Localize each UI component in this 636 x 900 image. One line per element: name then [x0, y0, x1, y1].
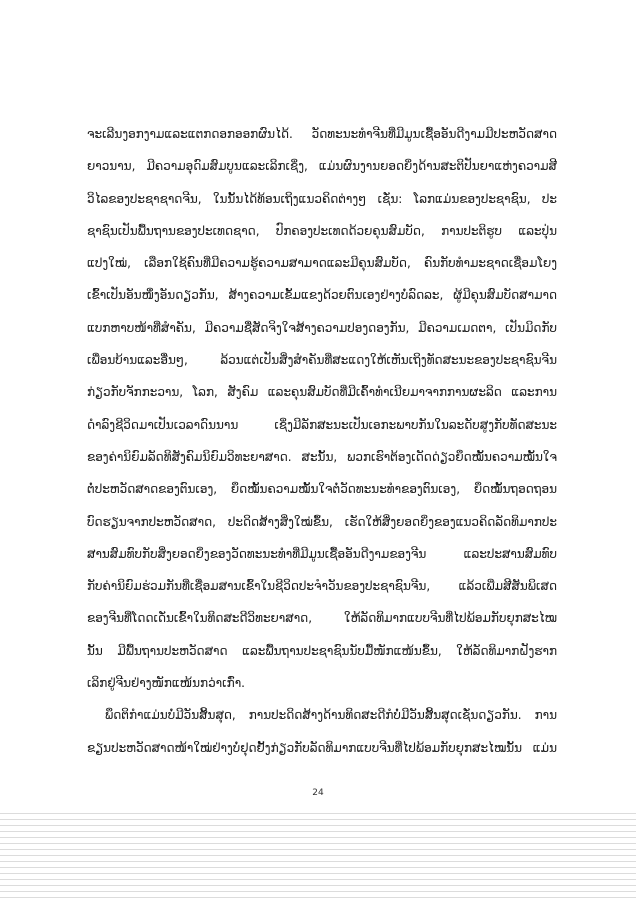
text-line: ຂອງຄ່ານິຍົມລັດທິສັງຄົມນິຍົມວິທະຍາສາດ. ສະນັ້ນ, ພວກເຮົາຕ້ອງເດັດດ່ຽວຍຶດໝັ້ນຄວາມໝັ້ນໃຈ	[87, 449, 557, 464]
text-line: ຂອງຈີນທີ່ໂດດເດັ່ນເຂົ້າໃນທິດສະດີວິທະຍາສາດ, ໃຫ້ລັດທິມາກແບບຈີນທີ່ໄປພ້ອມກັບຍຸກສະໄໝ	[87, 611, 557, 626]
paragraph-first-line: ພຶດຕິກຳແມ່ນບໍ່ມີວັນສິ້ນສຸດ, ການປະດິດສ້າງດ້ານທິດສະດີກໍບໍ່ມີວັນສິ້ນສຸດເຊັ່ນດຽວກັນ. ການ	[105, 708, 557, 723]
text-line: ກ່ຽວກັບຈັກກະວານ, ໂລກ, ສັງຄົມ ແລະຄຸນສົມບັດທີ່ມີເຄົ້າທຳເນີຍມາຈາກການຜະລິດ ແລະການ	[87, 385, 557, 400]
text-line: ແປງໃໝ່, ເລືອກໃຊ້ຄົນທີ່ມີຄວາມຮູ້ຄວາມສາມາດແລະມີຄຸນສົມບັດ, ຄົນກັບທຳມະຊາດເຊື່ອມໂຍງ	[87, 256, 557, 271]
text-line: ເຂົ້າເປັນອັນໜຶ່ງອັນດຽວກັນ, ສ້າງຄວາມເຂັ້ມແຂງດ້ວຍຕົນເອງຢ່າງບໍ່ລົດລະ, ຜູ້ມີຄຸນສົມບັດສາມາດ	[87, 288, 557, 303]
text-line: ຕໍ່ປະຫວັດສາດຂອງຕົນເອງ, ຍຶດໝັ້ນຄວາມໝັ້ນໃຈຕໍ່ວັດທະນະທຳຂອງຕົນເອງ, ຍຶດໝັ້ນຖອດຖອນ	[87, 482, 557, 497]
text-line: ກັບຄ່ານິຍົມຮ່ວມກັນທີ່ເຊື່ອມສານເຂົ້າໃນຊີວິດປະຈຳວັນຂອງປະຊາຊົນຈີນ, ແລ້ວເພີ່ມສີສັນພິເສດ	[87, 579, 557, 594]
text-line: ດຳລົງຊີວິດມາເປັນເວລາດົນນານ ເຊິ່ງມີລັກສະນະເປັນເອກະພາບກັນໃນລະດັບສູງກັບທັດສະນະ	[87, 417, 557, 432]
text-line: ນັ້ນ ມີພື້ນຖານປະຫວັດສາດ ແລະພື້ນຖານປະຊາຊົນນັບມື້ໜັກແໜ້ນຂຶ້ນ, ໃຫ້ລັດທິມາກຝັງຮາກ	[87, 643, 557, 658]
text-line: ຍາວນານ, ມີຄວາມອຸດົມສົມບູນແລະເລິກເຊິ່ງ, ແມ່ນຜົນງານຍອດຍິ່ງດ້ານສະຕິປັນຍາແຫ່ງຄວາມສີ	[87, 159, 557, 174]
bottom-ruled-area	[0, 808, 636, 900]
text-line: ແບກຫາບໜ້າທີ່ສຳຄັນ, ມີຄວາມຊື່ສັດຈິງໃຈສ້າງຄວາມປອງດອງກັນ, ມີຄວາມເມດຕາ, ເປັນມິດກັບ	[87, 320, 557, 335]
text-line: ວິໄລຂອງປະຊາຊາດຈີນ, ໃນນັ້ນໄດ້ທ້ອນເຖິງແນວຄິດຕ່າງໆ ເຊັ່ນ: ໂລກແມ່ນຂອງປະຊາຊົນ, ປະ	[87, 191, 557, 206]
text-line: ຈະເລີນງອກງາມແລະແຕກດອກອອກຜົນໄດ້. ວັດທະນະທຳຈີນທີ່ມີມູນເຊື້ອອັນດີງາມມີປະຫວັດສາດ	[87, 127, 557, 141]
text-line: ຊາຊົນເປັນພື້ນຖານຂອງປະເທດຊາດ, ປົກຄອງປະເທດດ້ວຍຄຸນສົມບັດ, ການປະຕິຮູບ ແລະປຸ່ນ	[87, 223, 557, 238]
text-line: ຂຽນປະຫວັດສາດໜ້າໃໝ່ຢ່າງບໍ່ຢຸດຢັ້ງກ່ຽວກັບລັດທິມາກແບບຈີນທີ່ໄປພ້ອມກັບຍຸກສະໄໝນັ້ນ ແມ່ນ	[87, 740, 557, 755]
body-text	[87, 118, 557, 764]
page-number: 24	[312, 788, 324, 798]
text-line: ເພື່ອນບ້ານແລະອື່ນໆ, ລ້ວນແຕ່ເປັນສິ່ງສຳຄັນທີ່ສະແດງໃຫ້ເຫັນເຖິງທັດສະນະຂອງປະຊາຊົນຈີນ	[87, 353, 557, 368]
text-line: ເລິກຢູ່ຈີນຢ່າງໜັກແໜ້ນກວ່າເກົ່າ.	[87, 676, 245, 691]
text-line: ສານສົມທົບກັບສິ່ງຍອດຍິ່ງຂອງວັດທະນະທຳທີ່ມີມູນເຊື້ອອັນດີງາມຂອງຈີນ ແລະປະສານສົມທົບ	[87, 546, 557, 561]
text-line: ບົດຮຽນຈາກປະຫວັດສາດ, ປະດິດສ້າງສິ່ງໃໝ່ຂຶ້ນ, ເຮັດໃຫ້ສິ່ງຍອດຍິ່ງຂອງແນວຄິດລັດທິມາກປະ	[87, 514, 557, 529]
